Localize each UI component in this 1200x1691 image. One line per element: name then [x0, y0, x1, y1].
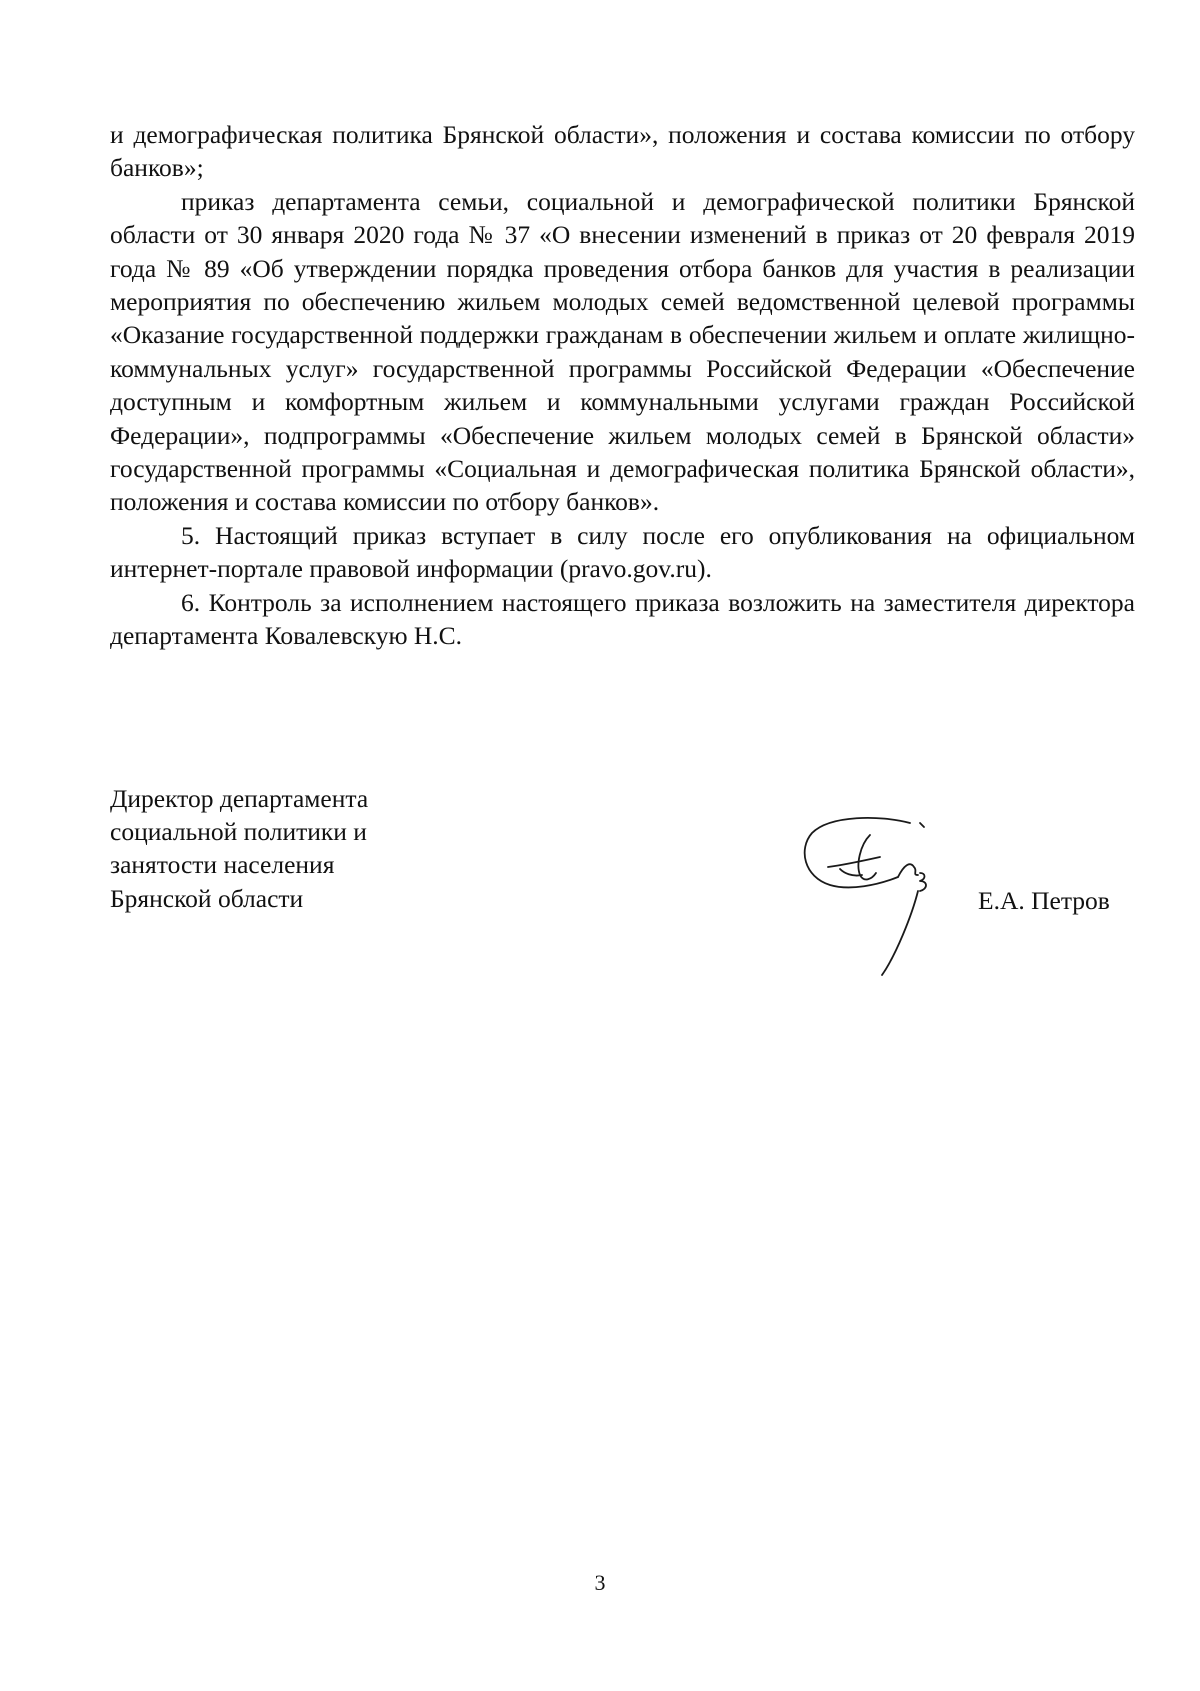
- handwritten-signature: [800, 815, 950, 1005]
- document-body: [110, 118, 1135, 653]
- paragraph-item-6: 6. Контроль за исполнением настоящего приказа возложить на заместителя директора департамента Ковалевскую Н.С.: [110, 587, 1135, 651]
- signer-name: Е.А. Петров: [978, 886, 1110, 915]
- position-line-4: Брянской области: [110, 883, 304, 913]
- page-number: 3: [594, 1570, 606, 1595]
- position-line-3: занятости населения: [110, 850, 335, 880]
- paragraph-item-5: 5. Настоящий приказ вступает в силу после его опубликования на официальном интернет-портале правовой информации (pravo.gov.ru).: [110, 520, 1135, 584]
- signatory-position: [110, 782, 368, 915]
- paragraph-order-reference: приказ департамента семьи, социальной и демографической политики Брянской области от 30 января 2020 года № 37 «О внесении изменений в приказ от 20 февраля 2019 года № 89 «Об утверждении порядка проведения отбора банков для участия в реализации мероприятия по обеспечению жильем молодых семей ведомственной целевой программы «Оказание государственной поддержки гражданам в обеспечении жильем и оплате жилищно-коммунальных услуг» государственной программы Российской Федерации «Обеспечение доступным и комфортным жильем и коммунальными услугами граждан Российской Федерации», подпрограммы «Обеспечение жильем молодых семей в Брянской области» государственной программы «Социальная и демографическая политика Брянской области», положения и состава комиссии по отбору банков».: [110, 186, 1135, 517]
- position-line-2: социальной политики и: [110, 817, 367, 847]
- position-line-1: Директор департамента: [110, 784, 369, 813]
- paragraph-continuation: и демографическая политика Брянской области», положения и состава комиссии по отбору банков»;: [110, 120, 1135, 183]
